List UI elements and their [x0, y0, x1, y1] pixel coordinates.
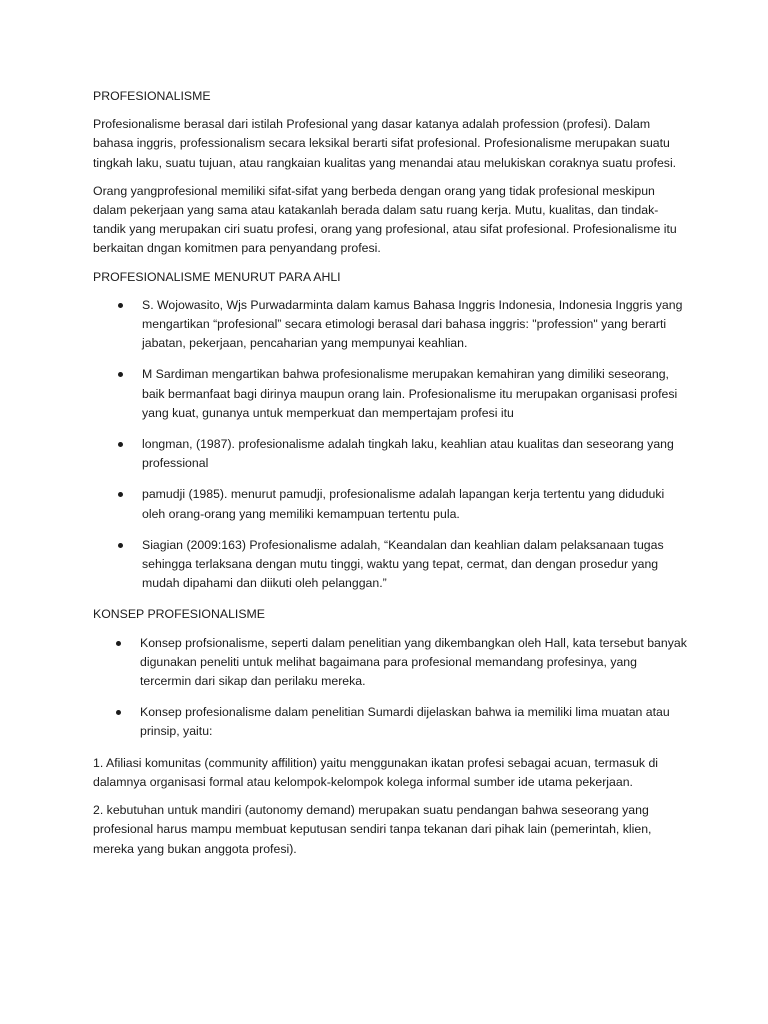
- list-item-text: Siagian (2009:163) Profesionalisme adalah, “Keandalan dan keahlian dalam pelaksanaan tugas sehingga terlaksana dengan mutu tinggi, waktu yang tepat, cermat, dan dengan prosedur yang mudah dipahami dan diikuti oleh pelanggan.”: [142, 537, 664, 591]
- paragraph-professional-people: Orang yangprofesional memiliki sifat-sifat yang berbeda dengan orang yang tidak profesional meskipun dalam pekerjaan yang sama atau katakanlah berada dalam satu ruang kerja. Mutu, kualitas, dan tindak-tandik yang merupakan ciri suatu profesi, orang yang profesional, atau sifat profesional. Profesionalisme itu berkaitan dngan komitmen para penyandang profesi.: [93, 183, 677, 256]
- list-item-text: S. Wojowasito, Wjs Purwadarminta dalam kamus Bahasa Inggris Indonesia, Indonesia Inggris yang mengartikan “profesional” secara etimologi berasal dari bahasa inggris: "profession" yang berarti jabatan, pekerjaan, pencaharian yang mempunyai keahlian.: [142, 297, 683, 351]
- list-item: [93, 703, 688, 741]
- list-item-text: pamudji (1985). menurut pamudji, profesionalisme adalah lapangan kerja tertentu yang diduduki oleh orang-orang yang memiliki kemampuan tertentu pula.: [142, 487, 665, 521]
- bullet-icon: [118, 372, 123, 377]
- list-item-text: longman, (1987). profesionalisme adalah tingkah laku, keahlian atau kualitas dan seseorang yang professional: [142, 437, 674, 471]
- paragraph-definition: Profesionalisme berasal dari istilah Profesional yang dasar katanya adalah profession (profesi). Dalam bahasa inggris, professionalism secara leksikal berarti sifat profesional. Profesionalisme merupakan suatu tingkah laku, suatu tujuan, atau rangkaian kualitas yang menandai atau melukiskan coraknya suatu profesi.: [93, 117, 677, 170]
- list-item: [93, 365, 688, 423]
- section-heading-menurut-para-ahli: PROFESIONALISME MENURUT PARA AHLI: [93, 269, 341, 284]
- list-item-text: M Sardiman mengartikan bahwa profesionalisme merupakan kemahiran yang dimiliki seseorang, baik bermanfaat bagi dirinya maupun orang lain. Profesionalisme itu merupakan organisasi profesi yang kuat, gunanya untuk memperkuat dan mempertajam profesi itu: [142, 367, 678, 420]
- list-item-text: Konsep profesionalisme dalam penelitian Sumardi dijelaskan bahwa ia memiliki lima muatan atau prinsip, yaitu:: [140, 705, 670, 739]
- bullet-icon: [116, 710, 121, 715]
- list-item: [93, 634, 688, 692]
- section-heading-profesionalisme: PROFESIONALISME: [93, 89, 211, 103]
- list-item: [93, 536, 688, 594]
- numbered-item-mandiri: 2. kebutuhan untuk mandiri (autonomy demand) merupakan suatu pendangan bahwa seseorang yang profesional harus mampu membuat keputusan sendiri tanpa tekanan dari pihak lain (pemerintah, klien, mereka yang bukan anggota profesi).: [93, 803, 652, 856]
- expert-opinions-list: [93, 296, 688, 594]
- list-item: [93, 485, 688, 523]
- bullet-icon: [118, 442, 123, 447]
- document-body: [93, 87, 688, 868]
- list-item: [93, 435, 688, 473]
- list-item: [93, 296, 688, 354]
- bullet-icon: [118, 303, 123, 308]
- bullet-icon: [118, 543, 123, 548]
- bullet-icon: [118, 492, 123, 497]
- section-heading-konsep: KONSEP PROFESIONALISME: [93, 607, 265, 622]
- numbered-item-afiliasi: 1. Afiliasi komunitas (community affilition) yaitu menggunakan ikatan profesi sebagai acuan, termasuk di dalamnya organisasi formal atau kelompok-kelompok kolega informal sumber ide utama pekerjaan.: [93, 755, 659, 789]
- list-item-text: Konsep profsionalisme, seperti dalam penelitian yang dikembangkan oleh Hall, kata tersebut banyak digunakan peneliti untuk melihat bagaimana para profesional memandang profesinya, yang tercermin dari sikap dan perilaku mereka.: [140, 635, 687, 689]
- bullet-icon: [116, 641, 121, 646]
- concept-list: [93, 634, 688, 742]
